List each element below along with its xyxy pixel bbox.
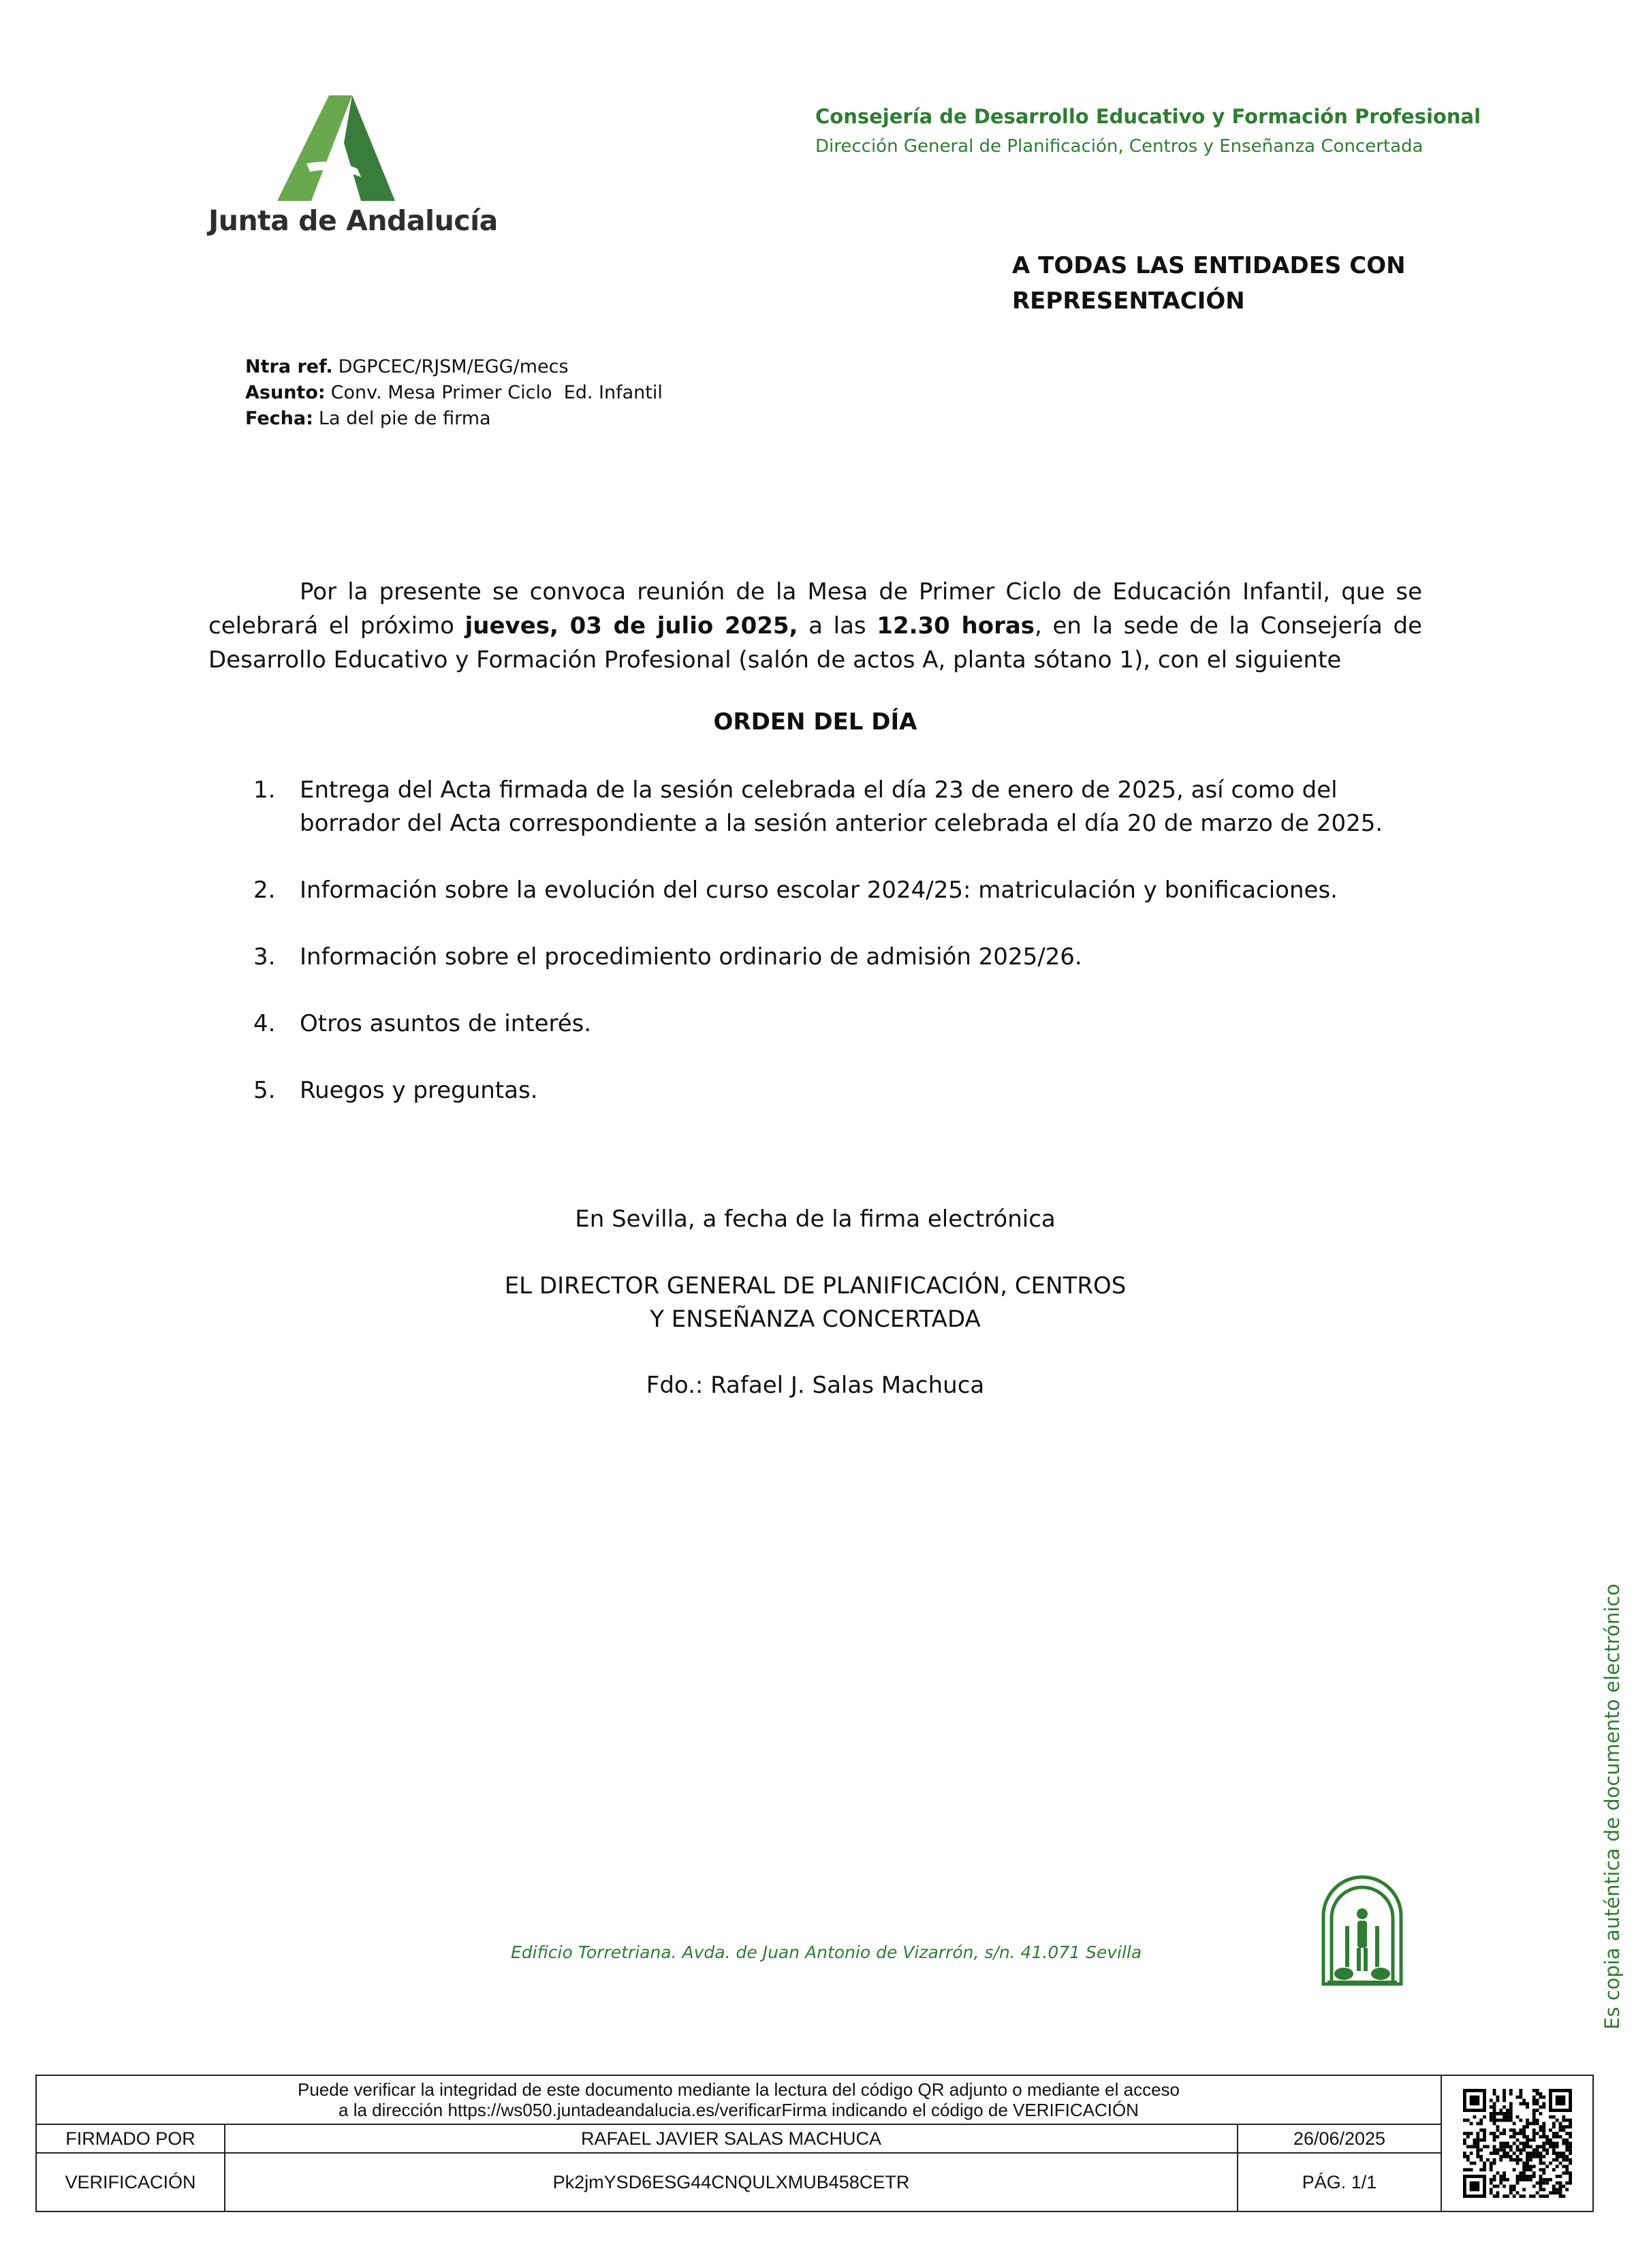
- qr-code-cell: [1442, 2076, 1592, 2211]
- verification-info-line-1: Puede verificar la integridad de este documento mediante la lectura del código QR adjunto o mediante el acceso: [297, 2079, 1180, 2100]
- agenda-item-text: Ruegos y preguntas.: [300, 1077, 538, 1104]
- date-label: Fecha:: [245, 408, 313, 429]
- agenda-item: [253, 874, 1425, 907]
- authentic-copy-note: Es copia auténtica de documento electrónico: [1601, 1584, 1624, 2030]
- recipient-line-2: REPRESENTACIÓN: [1012, 287, 1245, 315]
- agenda-title: ORDEN DEL DÍA: [713, 708, 917, 736]
- page-number: PÁG. 1/1: [1238, 2154, 1442, 2211]
- subject-label: Asunto:: [245, 382, 326, 403]
- agenda-item-number: 4.: [253, 1010, 276, 1037]
- recipient-block: [1012, 248, 1406, 319]
- agenda-item-text: Entrega del Acta firmada de la sesión celebrada el día 23 de enero de 2025, así como del borrador del Acta correspondiente a la sesión anterior celebrada el día 20 de marzo de 2025.: [300, 776, 1383, 837]
- office-address: Edificio Torretriana. Avda. de Juan Antonio de Vizarrón, s/n. 41.071 Sevilla: [511, 1942, 1142, 1962]
- agenda-item-text: Otros asuntos de interés.: [300, 1010, 592, 1037]
- signer-title: [208, 1270, 1422, 1336]
- junta-logo-icon: [269, 95, 398, 201]
- agenda-item-text: Información sobre la evolución del curso escolar 2024/25: matriculación y bonificaciones.: [300, 877, 1338, 904]
- qr-code-icon: [1463, 2089, 1572, 2198]
- recipient-line-1: A TODAS LAS ENTIDADES CON: [1012, 252, 1406, 279]
- agenda-item-number: 2.: [253, 877, 276, 904]
- reference-row: [245, 354, 663, 380]
- body-part-1: Por la presente se convoca reunión de la Mesa de Primer Ciclo de Educación Infantil, que se celebrará el próximo: [208, 578, 1422, 640]
- logo-text: Junta de Andalucía: [208, 204, 498, 237]
- agenda-item: [253, 1007, 1425, 1041]
- place-date: En Sevilla, a fecha de la firma electrónica: [575, 1206, 1056, 1233]
- reference-value: DGPCEC/RJSM/EGG/mecs: [338, 356, 569, 377]
- agenda-item-number: 3.: [253, 943, 276, 971]
- signed-by-label: FIRMADO POR: [37, 2125, 225, 2154]
- agenda-item-number: 1.: [253, 776, 276, 804]
- agenda-list: [253, 774, 1425, 1141]
- signer-name: RAFAEL JAVIER SALAS MACHUCA: [225, 2125, 1238, 2154]
- signer-title-line-1: EL DIRECTOR GENERAL DE PLANIFICACIÓN, CENTROS: [504, 1272, 1127, 1300]
- subject-value: Conv. Mesa Primer Ciclo Ed. Infantil: [330, 382, 663, 403]
- agenda-item: [253, 774, 1425, 840]
- agenda-item: [253, 1074, 1425, 1107]
- body-part-3: , en la sede de la Consejería de Desarrollo Educativo y Formación Profesional (salón de actos A, planta sótano 1), con el siguiente: [208, 612, 1423, 674]
- meeting-date: jueves, 03 de julio 2025,: [465, 612, 798, 640]
- signed-by-line: Fdo.: Rafael J. Salas Machuca: [646, 1372, 985, 1399]
- body-part-2: a las: [798, 612, 877, 640]
- andalusia-seal-icon: [1318, 1872, 1406, 1987]
- date-value: La del pie de firma: [318, 408, 491, 429]
- agenda-item-number: 5.: [253, 1077, 276, 1104]
- signature-date: 26/06/2025: [1238, 2125, 1442, 2154]
- subject-row: [245, 380, 663, 406]
- signer-title-line-2: Y ENSEÑANZA CONCERTADA: [650, 1306, 981, 1333]
- agenda-item-text: Información sobre el procedimiento ordinario de admisión 2025/26.: [300, 943, 1082, 971]
- verification-box: [35, 2075, 1594, 2212]
- body-paragraph: [208, 575, 1422, 677]
- reference-block: [245, 354, 663, 432]
- verification-label: VERIFICACIÓN: [37, 2154, 225, 2211]
- date-row: [245, 406, 663, 432]
- meeting-time: 12.30 horas: [877, 612, 1035, 640]
- directorate-name: Dirección General de Planificación, Centros y Enseñanza Concertada: [815, 136, 1423, 157]
- verification-info-line-2: a la dirección https://ws050.juntadeandalucia.es/verificarFirma indicando el código de VERIFICACIÓN: [339, 2100, 1139, 2120]
- department-name: Consejería de Desarrollo Educativo y Formación Profesional: [815, 105, 1481, 128]
- agenda-item: [253, 941, 1425, 974]
- verification-info: [37, 2076, 1442, 2125]
- reference-label: Ntra ref.: [245, 356, 333, 377]
- verification-code: Pk2jmYSD6ESG44CNQULXMUB458CETR: [225, 2154, 1238, 2211]
